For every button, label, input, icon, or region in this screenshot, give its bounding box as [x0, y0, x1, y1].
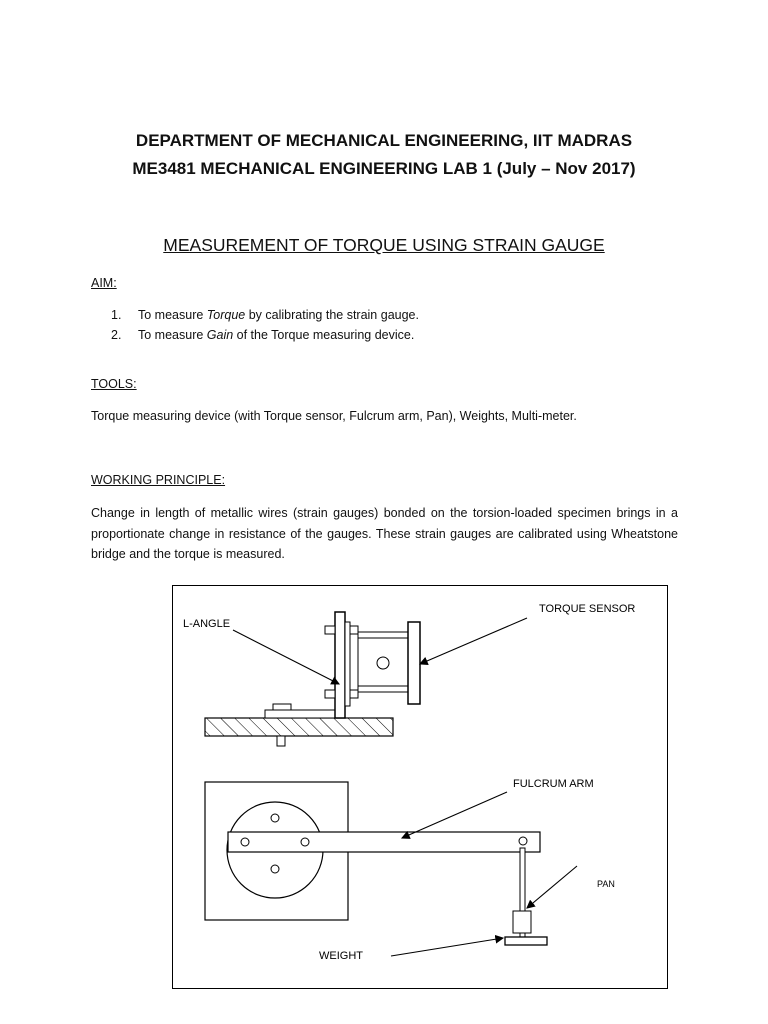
torque-sensor-part	[358, 622, 420, 704]
aim-item-post: by calibrating the strain gauge.	[245, 308, 419, 322]
l-angle-part	[325, 612, 358, 718]
torque-sensor-arrow	[420, 618, 527, 664]
aim-item-emphasis: Gain	[206, 328, 234, 342]
aim-item-1	[91, 305, 419, 325]
weight-arrow	[391, 938, 503, 956]
aim-item-post: of the Torque measuring device.	[233, 328, 415, 342]
aim-item-text	[138, 305, 419, 325]
aim-item-pre: To measure	[138, 328, 207, 342]
weight-label: WEIGHT	[319, 950, 363, 962]
torque-sensor-label: TORQUE SENSOR	[539, 603, 636, 615]
aim-item-pre: To measure	[138, 308, 207, 322]
fulcrum-arm-label: FULCRUM ARM	[513, 778, 594, 790]
aim-list	[91, 305, 419, 345]
tools-text: Torque measuring device (with Torque sensor, Fulcrum arm, Pan), Weights, Multi-meter.	[91, 409, 577, 423]
aim-item-text	[138, 325, 414, 345]
document-title	[0, 235, 768, 256]
fulcrum-arm-part	[228, 832, 540, 852]
torque-device-diagram	[172, 585, 668, 989]
fulcrum-arm-arrow	[402, 792, 507, 838]
principle-text: Change in length of metallic wires (strain gauges) bonded on the torsion-loaded specimen brings in a proportionate change in resistance of the gauges. These strain gauges are calibrated using Wheatstone bridge and the torque is measured.	[91, 506, 678, 561]
document-header	[0, 127, 768, 183]
aim-item-emphasis: Torque	[206, 308, 246, 322]
header-line-2: ME3481 MECHANICAL ENGINEERING LAB 1 (July – Nov 2017)	[132, 159, 636, 178]
l-angle-label: L-ANGLE	[183, 618, 231, 630]
pan-hanger	[505, 837, 547, 945]
pan-arrow	[527, 866, 577, 908]
pan-label: PAN	[597, 879, 615, 889]
tools-heading: TOOLS:	[91, 377, 137, 391]
aim-item-2	[91, 325, 419, 345]
diagram-drawing	[173, 586, 669, 990]
header-line-1: DEPARTMENT OF MECHANICAL ENGINEERING, IIT MADRAS	[135, 131, 633, 150]
aim-item-number: 2.	[111, 328, 122, 342]
base-plate	[205, 704, 393, 746]
l-angle-arrow	[233, 630, 339, 684]
principle-heading: WORKING PRINCIPLE:	[91, 473, 226, 487]
aim-item-number: 1.	[111, 308, 122, 322]
title-text: MEASUREMENT OF TORQUE USING STRAIN GAUGE	[163, 235, 605, 255]
aim-heading: AIM:	[91, 276, 117, 290]
